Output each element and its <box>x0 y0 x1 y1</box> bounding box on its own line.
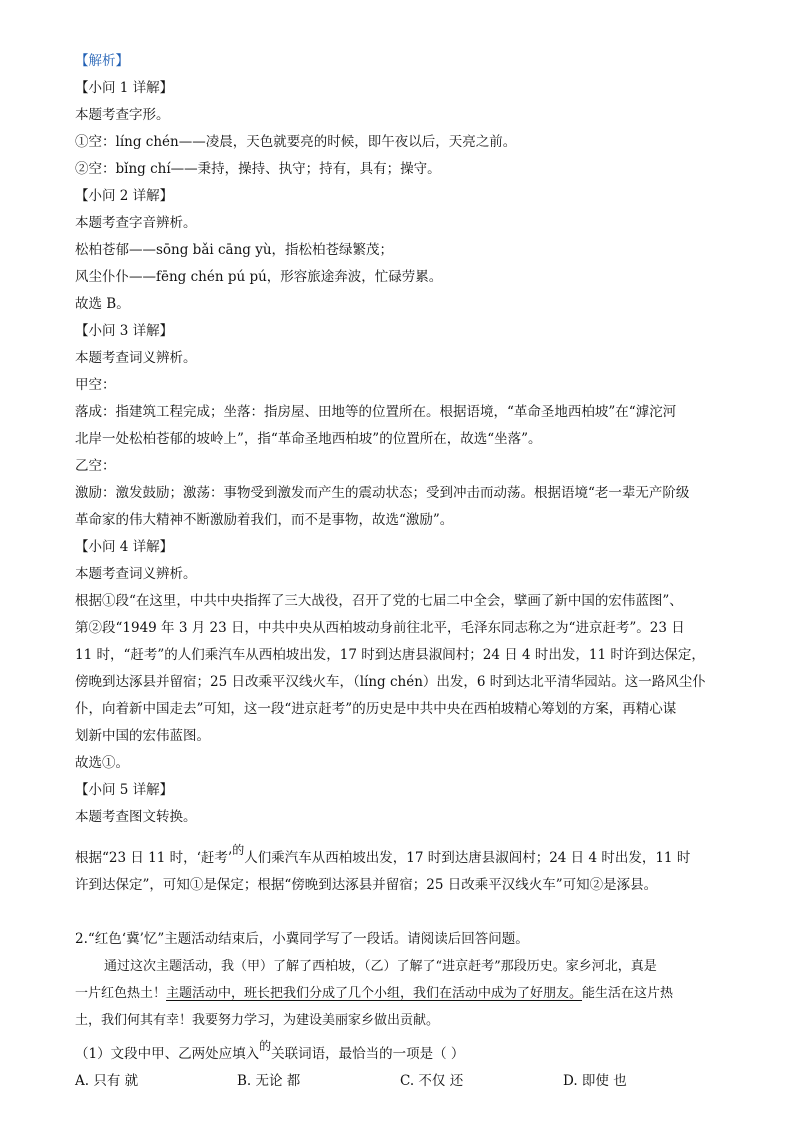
text-line: ②空：bǐng chí——秉持，操持、执守；持有，具有；操守。 <box>75 161 441 177</box>
text-span: 的 <box>259 1039 272 1053</box>
sub-question <box>75 1039 465 1063</box>
text-line: 傍晚到达涿县并留宿；25 日改乘平汉线火车，（líng chén）出发，6 时到达北平清华园站。这一路风尘仆 <box>75 674 706 690</box>
text-span: 能生活在这片热 <box>582 986 674 1001</box>
text-line: 故选①。 <box>75 755 129 771</box>
text-span: 根据“23 日 11 时，‘赶考’ <box>75 850 233 866</box>
text-line: 【小问 2 详解】 <box>75 188 174 204</box>
text-line: 本题考查字音辨析。 <box>75 215 197 231</box>
text-line: 落成：指建筑工程完成；坐落：指房屋、田地等的位置所在。根据语境，“革命圣地西柏坡”在“滹沱河 <box>75 404 677 420</box>
text-span: 的 <box>232 843 245 857</box>
text-span: （1）文段中甲、乙两处应填入 <box>75 1046 260 1062</box>
option-a: A. 只有 就 <box>75 1073 139 1089</box>
text-span: 人们乘汽车从西柏坡出发，17 时到达唐县淑闾村；24 日 4 时出发，11 时 <box>244 850 691 866</box>
analysis-header: 【解析】 <box>75 53 129 69</box>
text-line: 风尘仆仆——fēng chén pú pú，形容旅途奔波，忙碌劳累。 <box>75 269 443 285</box>
text-line: 本题考查字形。 <box>75 107 170 123</box>
underlined-sentence: 主题活动中，班长把我们分成了几个小组，我们在活动中成为了好朋友。 <box>166 986 583 1001</box>
text-line: 许到达保定”，可知①是保定；根据“傍晚到达涿县并留宿；25 日改乘平汉线火车”可知②是涿县。 <box>75 877 658 893</box>
option-b: B. 无论 都 <box>237 1073 301 1089</box>
option-d: D. 即使 也 <box>563 1073 627 1089</box>
text-line: 北岸一处松柏苍郁的坡岭上”，指“革命圣地西柏坡”的位置所在，故选“坐落”。 <box>75 431 542 447</box>
text-line: 【小问 1 详解】 <box>75 80 174 96</box>
text-span: 一片红色热土！ <box>75 986 167 1001</box>
passage-line: 通过这次主题活动，我（甲）了解了西柏坡，（乙）了解了“进京赶考”那段历史。家乡河北，真是 <box>104 959 657 974</box>
text-line: 革命家的伟大精神不断激励着我们，而不是事物，故选“激励”。 <box>75 512 454 528</box>
text-span: 关联词语，最恰当的一项是（ ） <box>271 1046 465 1062</box>
text-line: 本题考查词义辨析。 <box>75 566 197 582</box>
text-line: 本题考查词义辨析。 <box>75 350 197 366</box>
text-line: 11 时，“赶考”的人们乘汽车从西柏坡出发，17 时到达唐县淑闾村；24 日 4 时出发，11 时许到达保定， <box>75 647 705 663</box>
text-line: 本题考查图文转换。 <box>75 809 197 825</box>
text-line: 松柏苍郁——sōng bǎi cāng yù，指松柏苍绿繁茂； <box>75 242 394 258</box>
text-line: 【小问 4 详解】 <box>75 539 174 555</box>
text-line: 仆，向着新中国走去”可知，这一段“进京赶考”的历史是中共中央在西柏坡精心筹划的方案，再精心谋 <box>75 701 677 717</box>
text-line: 故选 B。 <box>75 296 130 312</box>
passage-line: 土，我们何其有幸！我要努力学习，为建设美丽家乡做出贡献。 <box>75 1013 440 1028</box>
question-stem: 2.“红色‘冀’忆”主题活动结束后，小冀同学写了一段话。请阅读后回答问题。 <box>75 931 529 947</box>
text-line <box>75 843 691 867</box>
passage-line <box>75 985 673 1003</box>
text-line: 甲空： <box>75 377 116 393</box>
text-line: 【小问 5 详解】 <box>75 782 174 798</box>
text-line: ①空：líng chén——凌晨，天色就要亮的时候，即午夜以后，天亮之前。 <box>75 134 517 150</box>
text-line: 根据①段“在这里，中共中央指挥了三大战役，召开了党的七届二中全会，擘画了新中国的宏伟蓝图”、 <box>75 593 683 609</box>
text-line: 第②段“1949 年 3 月 23 日，中共中央从西柏坡动身前往北平，毛泽东同志称之为“进京赶考”。23 日 <box>75 620 685 636</box>
text-line: 激励：激发鼓励；激荡：事物受到激发而产生的震动状态；受到冲击而动荡。根据语境“老一辈无产阶级 <box>75 485 690 501</box>
option-c: C. 不仅 还 <box>400 1073 464 1089</box>
text-line: 划新中国的宏伟蓝图。 <box>75 728 210 744</box>
text-line: 【小问 3 详解】 <box>75 323 174 339</box>
text-line: 乙空： <box>75 458 116 474</box>
